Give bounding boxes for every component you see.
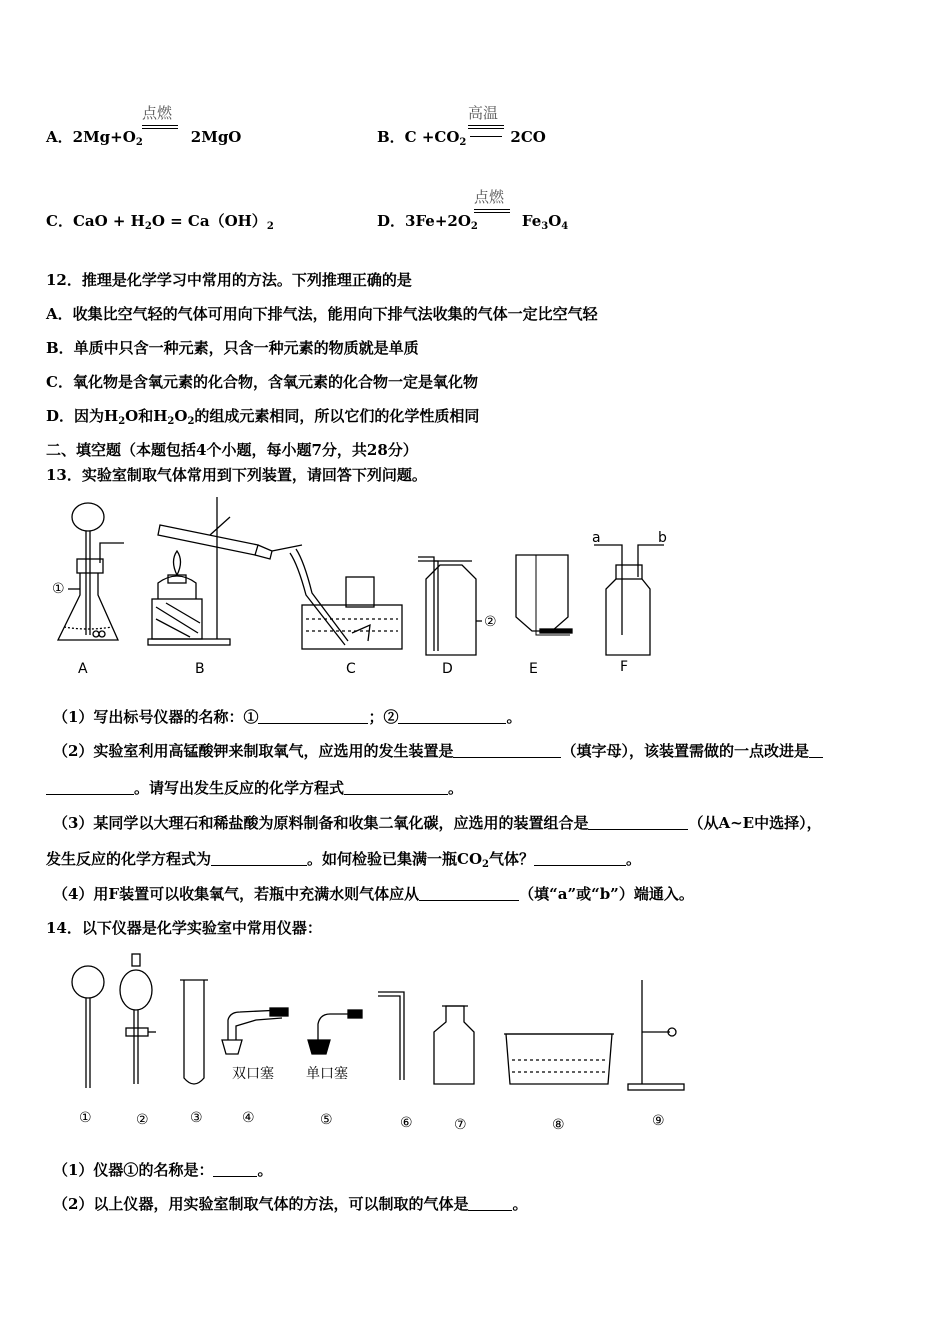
q13-sub3-line1: （3）某同学以大理石和稀盐酸为原料制备和收集二氧化碳，应选用的装置组合是 （从A~E中选择）， — [53, 814, 822, 832]
q12-option-c: C．氧化物是含氧元素的化合物，含氧元素的化合物一定是氧化物 — [46, 373, 478, 391]
marker-2: ② — [484, 614, 497, 630]
port-b-label: b — [658, 530, 667, 546]
instrument-4-stopper-double — [222, 1008, 288, 1054]
q14-instruments-figure — [60, 950, 700, 1140]
option-11d: D．$3Fe+2O_2$ $Fe_3O_4$ — [377, 212, 569, 232]
instrument-7-bottle — [434, 1006, 474, 1084]
condition-ignite-a: 点燃 — [142, 104, 173, 122]
port-a-label: a — [592, 530, 601, 546]
instrument-1-funnel — [72, 966, 104, 1088]
instrument-9-stand — [628, 980, 684, 1090]
label-e: E — [529, 661, 538, 677]
marker-1: ① — [52, 581, 65, 597]
instrument-2-sep-funnel — [120, 954, 156, 1084]
num-9: ⑨ — [652, 1113, 665, 1129]
label-single-stopper: 单口塞 — [306, 1066, 348, 1082]
label-d: D — [442, 661, 453, 677]
q13-sub4: （4）用F装置可以收集氧气，若瓶中充满水则气体应从 （填“a”或“b”）端通入。 — [53, 885, 694, 903]
apparatus-c-trough — [272, 545, 402, 649]
option-11c: C．CaO + $H_2O = Ca(OH)_2$ — [46, 212, 274, 232]
q13-sub3-line2: 发生反应的化学方程式为 。如何检验已集满一瓶$CO_2$气体？ 。 — [46, 850, 642, 870]
q13-sub2-line1: （2）实验室利用高锰酸钾来制取氧气，应选用的发生装置是 （填字母），该装置需做的一点改进是 — [53, 741, 823, 761]
num-3: ③ — [190, 1110, 203, 1126]
apparatus-d-bottle — [418, 557, 476, 655]
q12-stem: 12．推理是化学学习中常用的方法。下列推理正确的是 — [46, 271, 412, 289]
option-11a: A．$2Mg+O_2$ 2MgO — [46, 128, 242, 148]
q13-sub1: （1）写出标号仪器的名称：① ；② 。 — [53, 708, 522, 726]
section-2-heading: 二、填空题（本题包括4个小题，每小题7分，共28分） — [46, 441, 418, 459]
label-double-stopper: 双口塞 — [232, 1066, 274, 1082]
apparatus-e-bottle — [516, 555, 572, 635]
apparatus-a-flask — [58, 503, 124, 640]
label-f: F — [620, 659, 629, 675]
num-6: ⑥ — [400, 1115, 413, 1131]
q14-sub1: （1）仪器①的名称是： 。 — [53, 1161, 273, 1179]
num-7: ⑦ — [454, 1117, 467, 1133]
label-c: C — [346, 661, 356, 677]
instrument-6-bent-tube — [378, 992, 404, 1080]
apparatus-b-heating — [148, 497, 272, 645]
label-b: B — [195, 661, 205, 677]
instrument-3-test-tube — [184, 980, 204, 1084]
q12-option-a: A．收集比空气轻的气体可用向下排气法，能用向下排气法收集的气体一定比空气轻 — [46, 305, 598, 323]
q14-stem: 14．以下仪器是化学实验室中常用仪器： — [46, 919, 322, 937]
label-a: A — [78, 661, 88, 677]
instrument-8-trough — [504, 1034, 614, 1084]
num-8: ⑧ — [552, 1117, 565, 1133]
q13-sub2-line2: 。请写出发生反应的化学方程式 。 — [46, 778, 463, 798]
num-5: ⑤ — [320, 1112, 333, 1128]
q13-stem: 13．实验室制取气体常用到下列装置，请回答下列问题。 — [46, 466, 427, 484]
num-2: ② — [136, 1112, 149, 1128]
num-1: ① — [79, 1110, 92, 1126]
apparatus-f-bottle — [592, 530, 667, 655]
q12-option-b: B．单质中只含一种元素，只含一种元素的物质就是单质 — [46, 339, 419, 357]
arrow-line-b — [470, 136, 502, 137]
q12-option-d: D．因为$H_2O$和$H_2O_2$的组成元素相同，所以它们的化学性质相同 — [46, 407, 480, 427]
num-4: ④ — [242, 1110, 255, 1126]
condition-ignite-d: 点燃 — [474, 188, 505, 206]
option-11b: B．$C +CO_2$ 2CO — [377, 128, 546, 148]
instrument-5-stopper-single — [308, 1010, 362, 1054]
q13-apparatus-figure — [40, 495, 690, 685]
q14-sub2: （2）以上仪器，用实验室制取气体的方法，可以制取的气体是 。 — [53, 1195, 528, 1213]
condition-heat-b: 高温 — [468, 104, 499, 122]
